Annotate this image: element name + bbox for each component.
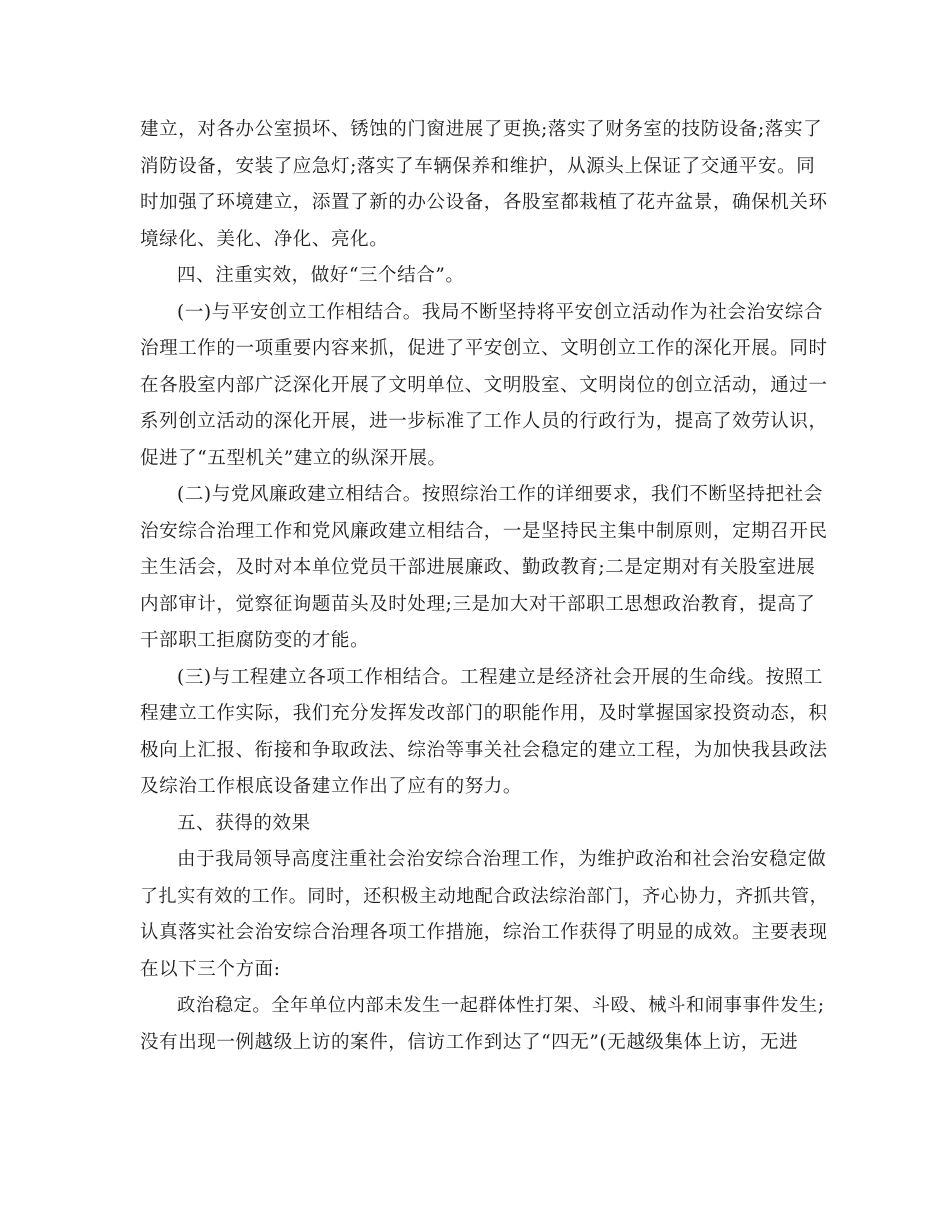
text-line: (二)与党风廉政建立相结合。按照综治工作的详细要求，我们不断坚持把社会 xyxy=(177,484,823,505)
text-line: 内部审计，觉察征询题苗头及时处理;三是加大对干部职工思想政治教育，提高了 xyxy=(140,593,816,615)
text-line: (一)与平安创立工作相结合。我局不断坚持将平安创立活动作为社会治安综合 xyxy=(177,301,823,323)
text-line: 了扎实有效的工作。同时，还积极主动地配合政法综治部门，齐心协力，齐抓共管， xyxy=(140,885,829,907)
text-line: 时加强了环境建立，添置了新的办公设备，各股室都栽植了花卉盆景，确保机关环 xyxy=(140,192,828,213)
text-line: 程建立工作实际，我们充分发挥发改部门的职能作用，及时掌握国家投资动态，积 xyxy=(140,703,828,724)
text-line: 没有出现一例越级上访的案件，信访工作到达了“四无”(无越级集体上访，无进 xyxy=(140,1031,799,1053)
text-line: 促进了“五型机关”建立的纵深开展。 xyxy=(140,447,447,469)
text-line: 主生活会，及时对本单位党员干部进展廉政、勤政教育;二是定期对有关股室进展 xyxy=(140,557,816,578)
text-line: 治安综合治理工作和党风廉政建立相结合，一是坚持民主集中制原则，定期召开民 xyxy=(140,520,828,542)
text-line: (三)与工程建立各项工作相结合。工程建立是经济社会开展的生命线。按照工 xyxy=(177,666,823,688)
section-heading: 五、获得的效果 xyxy=(177,812,311,834)
section-heading: 四、注重实效，做好“三个结合”。 xyxy=(177,265,465,286)
text-line: 干部职工拒腐防变的才能。 xyxy=(140,630,370,651)
text-line: 由于我局领导高度注重社会治安综合治理工作，为维护政治和社会治安稳定做 xyxy=(177,849,827,870)
text-line: 治理工作的一项重要内容来抓，促进了平安创立、文明创立工作的深化开展。同时 xyxy=(140,338,828,359)
text-line: 及综治工作根底设备建立作出了应有的努力。 xyxy=(140,776,523,797)
text-line: 在以下三个方面: xyxy=(140,958,281,980)
text-line: 极向上汇报、衔接和争取政法、综治等事关社会稳定的建立工程，为加快我县政法 xyxy=(140,739,828,761)
text-line: 消防设备，安装了应急灯;落实了车辆保养和维护，从源头上保证了交通平安。同 xyxy=(140,155,816,177)
text-line: 认真落实社会治安综合治理各项工作措施，综治工作获得了明显的成效。主要表现 xyxy=(140,922,828,943)
document-body xyxy=(140,112,830,1061)
text-line: 建立，对各办公室损坏、锈蚀的门窗进展了更换;落实了财务室的技防设备;落实了 xyxy=(140,119,823,140)
text-line: 政治稳定。全年单位内部未发生一起群体性打架、斗殴、械斗和闹事事件发生; xyxy=(177,995,825,1016)
text-line: 系列创立活动的深化开展，进一步标准了工作人员的行政行为，提高了效劳认识， xyxy=(140,411,828,432)
text-line: 在各股室内部广泛深化开展了文明单位、文明股室、文明岗位的创立活动，通过一 xyxy=(140,374,828,396)
text-line: 境绿化、美化、净化、亮化。 xyxy=(140,228,389,250)
